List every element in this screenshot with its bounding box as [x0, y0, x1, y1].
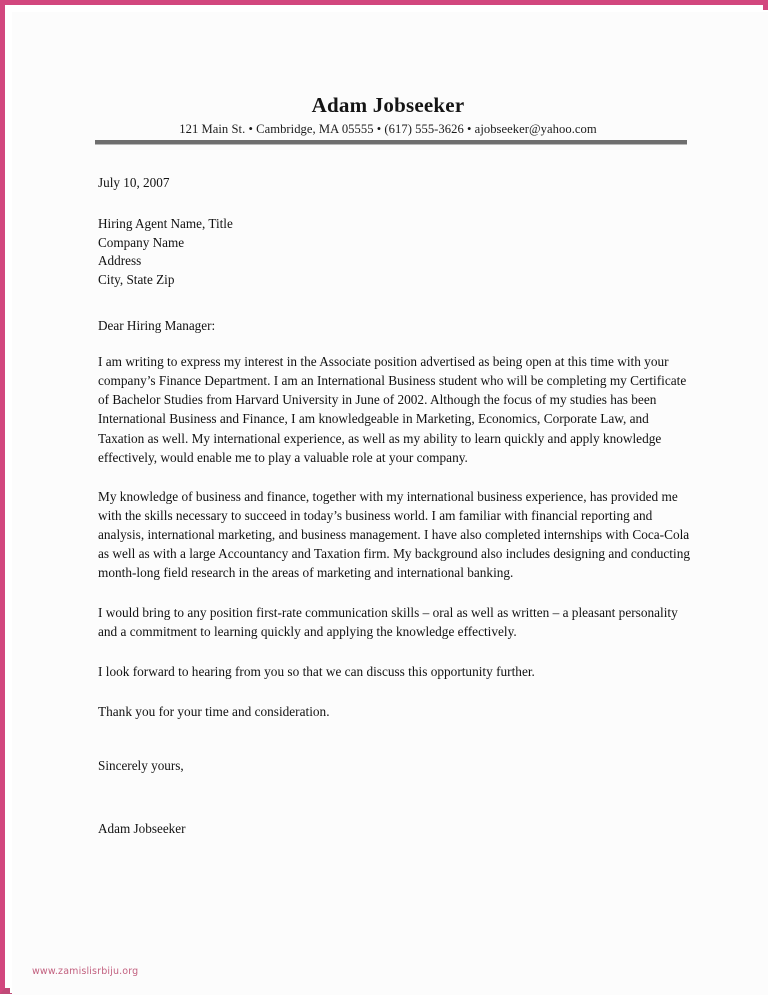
letter-sheet — [12, 12, 768, 995]
signature-name: Adam Jobseeker — [98, 821, 186, 837]
body-paragraph-3: I would bring to any position first-rate communication skills – oral as well as written – a pleasant personality and a commitment to learning quickly and applying the knowledge effectively. — [98, 604, 678, 639]
sender-contact-line: 121 Main St. • Cambridge, MA 05555 • (617) 555-3626 • ajobseeker@yahoo.com — [179, 121, 597, 136]
recipient-line: Company Name — [98, 234, 185, 250]
body-paragraph-2: My knowledge of business and finance, together with my international business experience, has provided me with the skills necessary to succeed in today’s business world. I am familiar with financial reporting and analysis, international marketing, and business management. I have also completed internships with Coca-Cola as well as with a large Accountancy and Taxation firm. My background also includes designing and conducting month-long field research in the areas of marketing and international banking. — [98, 488, 690, 581]
recipient-line: Address — [98, 253, 142, 269]
closing-salutation: Sincerely yours, — [98, 758, 184, 774]
watermark-url: www.zamislisrbiju.org — [32, 966, 139, 977]
recipient-line: City, State Zip — [98, 272, 175, 288]
letterhead — [12, 94, 768, 137]
recipient-address-block — [98, 215, 690, 290]
salutation: Dear Hiring Manager: — [98, 317, 216, 333]
letterhead-divider — [95, 140, 687, 145]
letter-body — [98, 175, 690, 836]
sender-name: Adam Jobseeker — [311, 93, 465, 117]
page-inner-margin — [10, 10, 768, 993]
body-paragraph-1: I am writing to express my interest in the Associate position advertised as being open at this time with your company’s Finance Department. I am an International Business student who will be completing my Certificate of Bachelor Studies from Harvard University in June of 2002. Although the focus of my studies has been International Business and Finance, I am knowledgeable in Marketing, Economics, Corporate Law, and Taxation as well. My international experience, as well as my ability to learn quickly and apply knowledge effectively, would enable me to play a valuable role at your company. — [98, 353, 687, 465]
body-paragraph-5: Thank you for your time and consideration. — [98, 703, 330, 719]
recipient-line: Hiring Agent Name, Title — [98, 215, 233, 231]
letter-date: July 10, 2007 — [98, 175, 170, 190]
body-paragraph-4: I look forward to hearing from you so that we can discuss this opportunity further. — [98, 663, 535, 679]
